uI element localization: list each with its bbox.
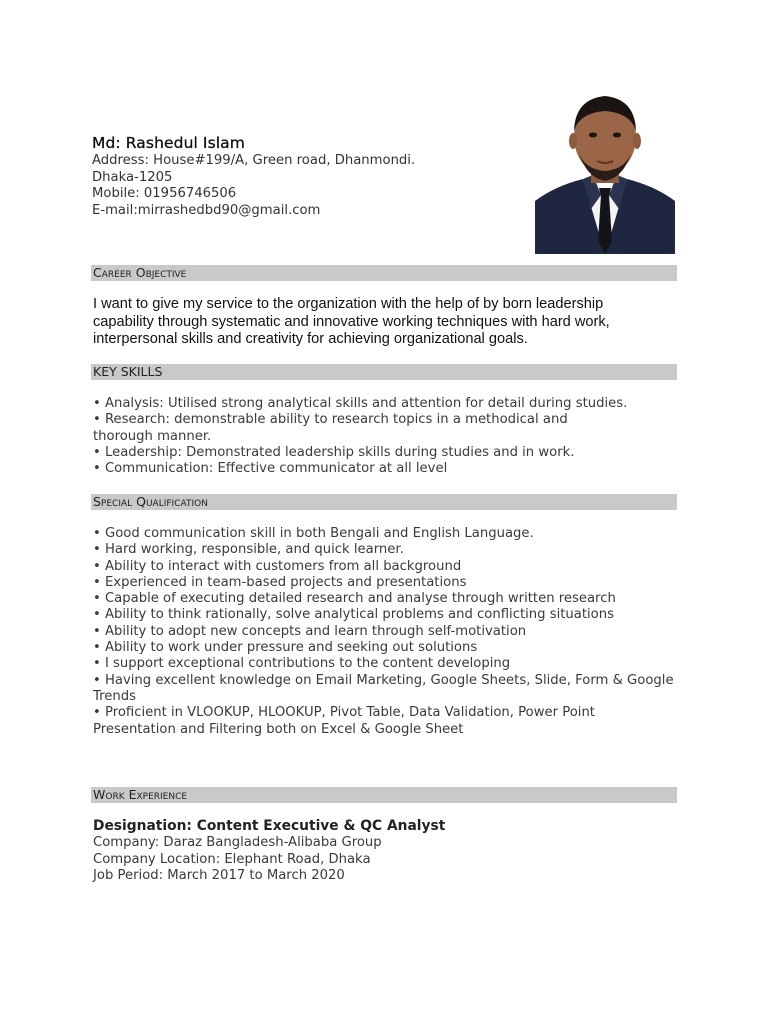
qualification-item: • Ability to think rationally, solve analytical problems and conflicting situations [93, 607, 614, 623]
address-line-2: Dhaka-1205 [92, 169, 173, 185]
profile-photo [535, 91, 675, 254]
key-skill-item: • Communication: Effective communicator at all level [93, 461, 448, 477]
address-line-1: Address: House#199/A, Green road, Dhanmondi. [92, 153, 416, 168]
section-bar-career-objective [91, 265, 677, 281]
qualification-item: • Ability to interact with customers from all background [93, 558, 462, 574]
qualification-item: • Good communication skill in both Bengali and English Language. [93, 526, 534, 541]
candidate-name: Md: Rashedul Islam [92, 134, 245, 152]
work-experience-entry [93, 818, 445, 885]
profile-photo-illustration [535, 91, 675, 254]
qualification-item: • I support exceptional contributions to the content developing [93, 656, 511, 672]
contact-header [92, 134, 415, 219]
section-bar-special-qualification [91, 494, 677, 510]
career-objective-text: I want to give my service to the organization with the help of by born leadership capability through systematic and innovative working techniques with hard work, interpersonal skills and creativity for achieving organizational goals. [93, 296, 610, 347]
email-address: E-mail:mirrashedbd90@gmail.com [92, 202, 321, 218]
key-skills-list [93, 396, 683, 477]
qualification-item: • Ability to adopt new concepts and learn through self-motivation [93, 623, 527, 639]
job-designation: Designation: Content Executive & QC Analyst [93, 818, 446, 834]
company-location: Company Location: Elephant Road, Dhaka [93, 851, 371, 867]
section-title-work-experience: Work Experience [93, 787, 188, 802]
key-skill-item: • Research: demonstrable ability to research topics in a methodical and thorough manner. [93, 412, 568, 444]
special-qualification-list [93, 526, 683, 738]
key-skill-item: • Leadership: Demonstrated leadership skills during studies and in work. [93, 444, 575, 460]
qualification-item: • Proficient in VLOOKUP, HLOOKUP, Pivot Table, Data Validation, Power Point Presentation and Filtering both on Excel & Google Sheet [93, 705, 595, 737]
section-title-key-skills: KEY SKILLS [93, 364, 163, 379]
section-bar-work-experience [91, 787, 677, 803]
qualification-item: • Having excellent knowledge on Email Marketing, Google Sheets, Slide, Form & Google Trends [93, 672, 674, 704]
job-period: Job Period: March 2017 to March 2020 [93, 868, 345, 883]
section-title-career-objective: Career Objective [93, 265, 187, 280]
qualification-item: • Capable of executing detailed research and analyse through written research [93, 591, 616, 607]
qualification-item: • Ability to work under pressure and seeking out solutions [93, 640, 478, 656]
company-name: Company: Daraz Bangladesh-Alibaba Group [93, 835, 382, 850]
key-skill-item: • Analysis: Utilised strong analytical skills and attention for detail during studies. [93, 396, 628, 411]
qualification-item: • Hard working, responsible, and quick learner. [93, 542, 404, 558]
qualification-item: • Experienced in team-based projects and presentations [93, 574, 467, 590]
section-bar-key-skills [91, 364, 677, 380]
section-title-special-qualification: Special Qualification [93, 494, 208, 509]
mobile-number: Mobile: 01956746506 [92, 186, 237, 201]
